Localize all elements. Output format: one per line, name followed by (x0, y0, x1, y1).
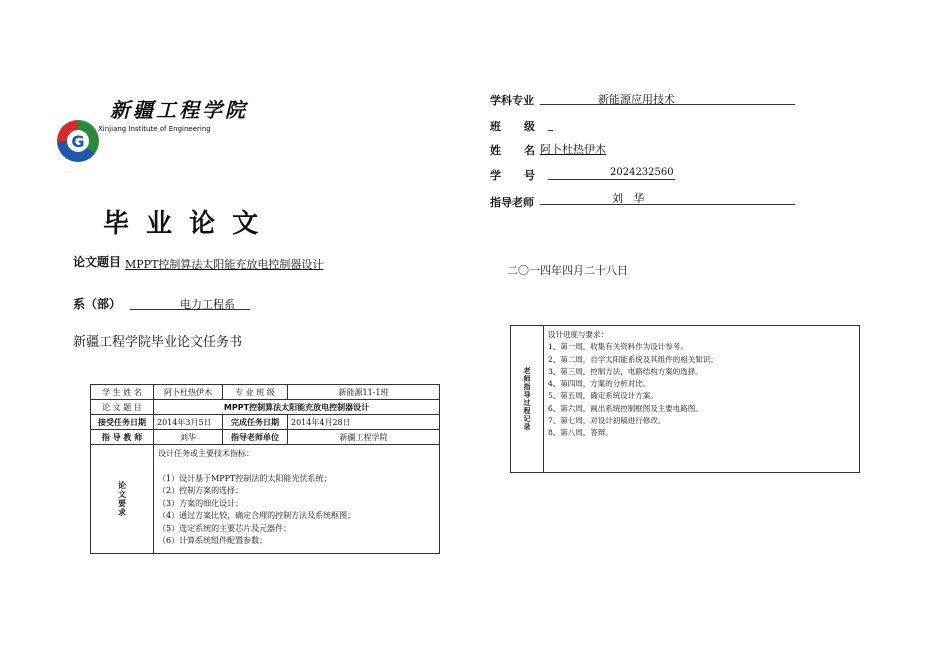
guidance-table (510, 325, 860, 473)
table-row (91, 385, 440, 400)
advisor-label: 指导老师 (490, 196, 534, 209)
id-label: 学 号 (490, 169, 535, 182)
name-label: 姓 名 (490, 144, 535, 157)
advisor-value: 刘 华 (612, 192, 645, 205)
table-cell: 刘华 (154, 430, 223, 445)
guidance-line: 2、第二周，自学太阳能系统及其组件的相关知识； (548, 354, 718, 364)
req-line: 设计任务或主要技术指标： (158, 449, 254, 458)
guidance-line: 7、第七周，对设计初稿进行修改。 (548, 416, 666, 426)
thesis-label: 论文题目 (73, 255, 122, 269)
school-name-cn: 新疆工程学院 (110, 98, 248, 122)
id-underline (548, 179, 675, 180)
thesis-value: MPPT控制算法太阳能充放电控制器设计 (125, 258, 324, 271)
table-cell: 专 业 班 级 (223, 385, 288, 400)
page-title: 毕 业 论 文 (103, 209, 263, 239)
req-line: （5）选定系统的主要芯片及元器件； (158, 523, 292, 533)
guidance-line: 8、第八周，答辩。 (548, 428, 613, 438)
guidance-line: 5、第五周，确定系统设计方案。 (548, 391, 658, 401)
guidance-line: 设计进度与要求： (548, 330, 608, 339)
school-name-en: Xinjiang Institute of Engineering (98, 125, 211, 133)
table-cell: 2014年4月28日 (288, 415, 440, 430)
guidance-line: 6、第六周，画出系统控制框图及主要电路图。 (548, 403, 703, 413)
dept-label: 系（部） (73, 297, 122, 311)
dept-value: 电力工程系 (180, 298, 235, 311)
taskbook-title: 新疆工程学院毕业论文任务书 (73, 335, 243, 350)
req-line (158, 461, 435, 473)
table-cell: 新疆工程学院 (288, 430, 440, 445)
table-row (91, 445, 440, 554)
table-row (91, 415, 440, 430)
table-row (91, 430, 440, 445)
req-line: （2）控制方案的选择； (158, 486, 244, 495)
advisor-underline (540, 204, 795, 205)
req-line: （1）设计基于MPPT控制法的太阳能光伏系统； (158, 473, 332, 483)
req-line: （6）计算系统组件配置参数； (158, 536, 268, 545)
req-content (154, 445, 440, 554)
table-cell: 2014年3月5日 (154, 415, 223, 430)
table-row (91, 400, 440, 415)
guidance-line: 3、第三周，控制方法，电路结构方案的选择。 (548, 366, 703, 376)
guidance-label-cell (511, 326, 544, 473)
id-value: 2024232560 (610, 167, 674, 178)
guidance-line: 1、第一周，收集有关资料作为设计参考。 (548, 342, 688, 352)
table-cell: 学 生 姓 名 (91, 385, 154, 400)
table-row (511, 326, 860, 473)
logo-letter: G (67, 130, 89, 152)
table-cell: 阿卜杜热伊木 (154, 385, 223, 400)
date: 二〇一四年四月二十八日 (507, 264, 628, 277)
table-cell: 新能源11-1班 (288, 385, 440, 400)
req-line: （4）通过方案比较，确定合理的控制方法及系统框图； (158, 511, 356, 520)
table-cell: MPPT控制算法太阳能充放电控制器设计 (154, 400, 440, 415)
school-logo (57, 120, 102, 165)
table-cell: 论 文 题 目 (91, 400, 154, 415)
name-value: 阿卜杜热伊木 (540, 143, 606, 156)
major-label: 学科专业 (490, 94, 534, 107)
guidance-line: 4、第四周，方案的分析对比。 (548, 379, 651, 389)
table-cell: 指 导 教 师 (91, 430, 154, 445)
table-cell: 指导老师单位 (223, 430, 288, 445)
table-cell: 完成任务日期 (223, 415, 288, 430)
req-label: 论文要求 (117, 481, 127, 517)
guidance-label: 老师指导过程记录 (523, 367, 531, 431)
class-label: 班 级 (490, 120, 535, 133)
table-cell: 接受任务日期 (91, 415, 154, 430)
guidance-content (544, 326, 860, 473)
task-table (90, 384, 440, 554)
class-underline (548, 130, 553, 131)
major-value: 新能源应用技术 (598, 93, 675, 106)
req-line: （3）方案的细化设计； (158, 498, 244, 508)
req-label-cell (91, 445, 154, 554)
